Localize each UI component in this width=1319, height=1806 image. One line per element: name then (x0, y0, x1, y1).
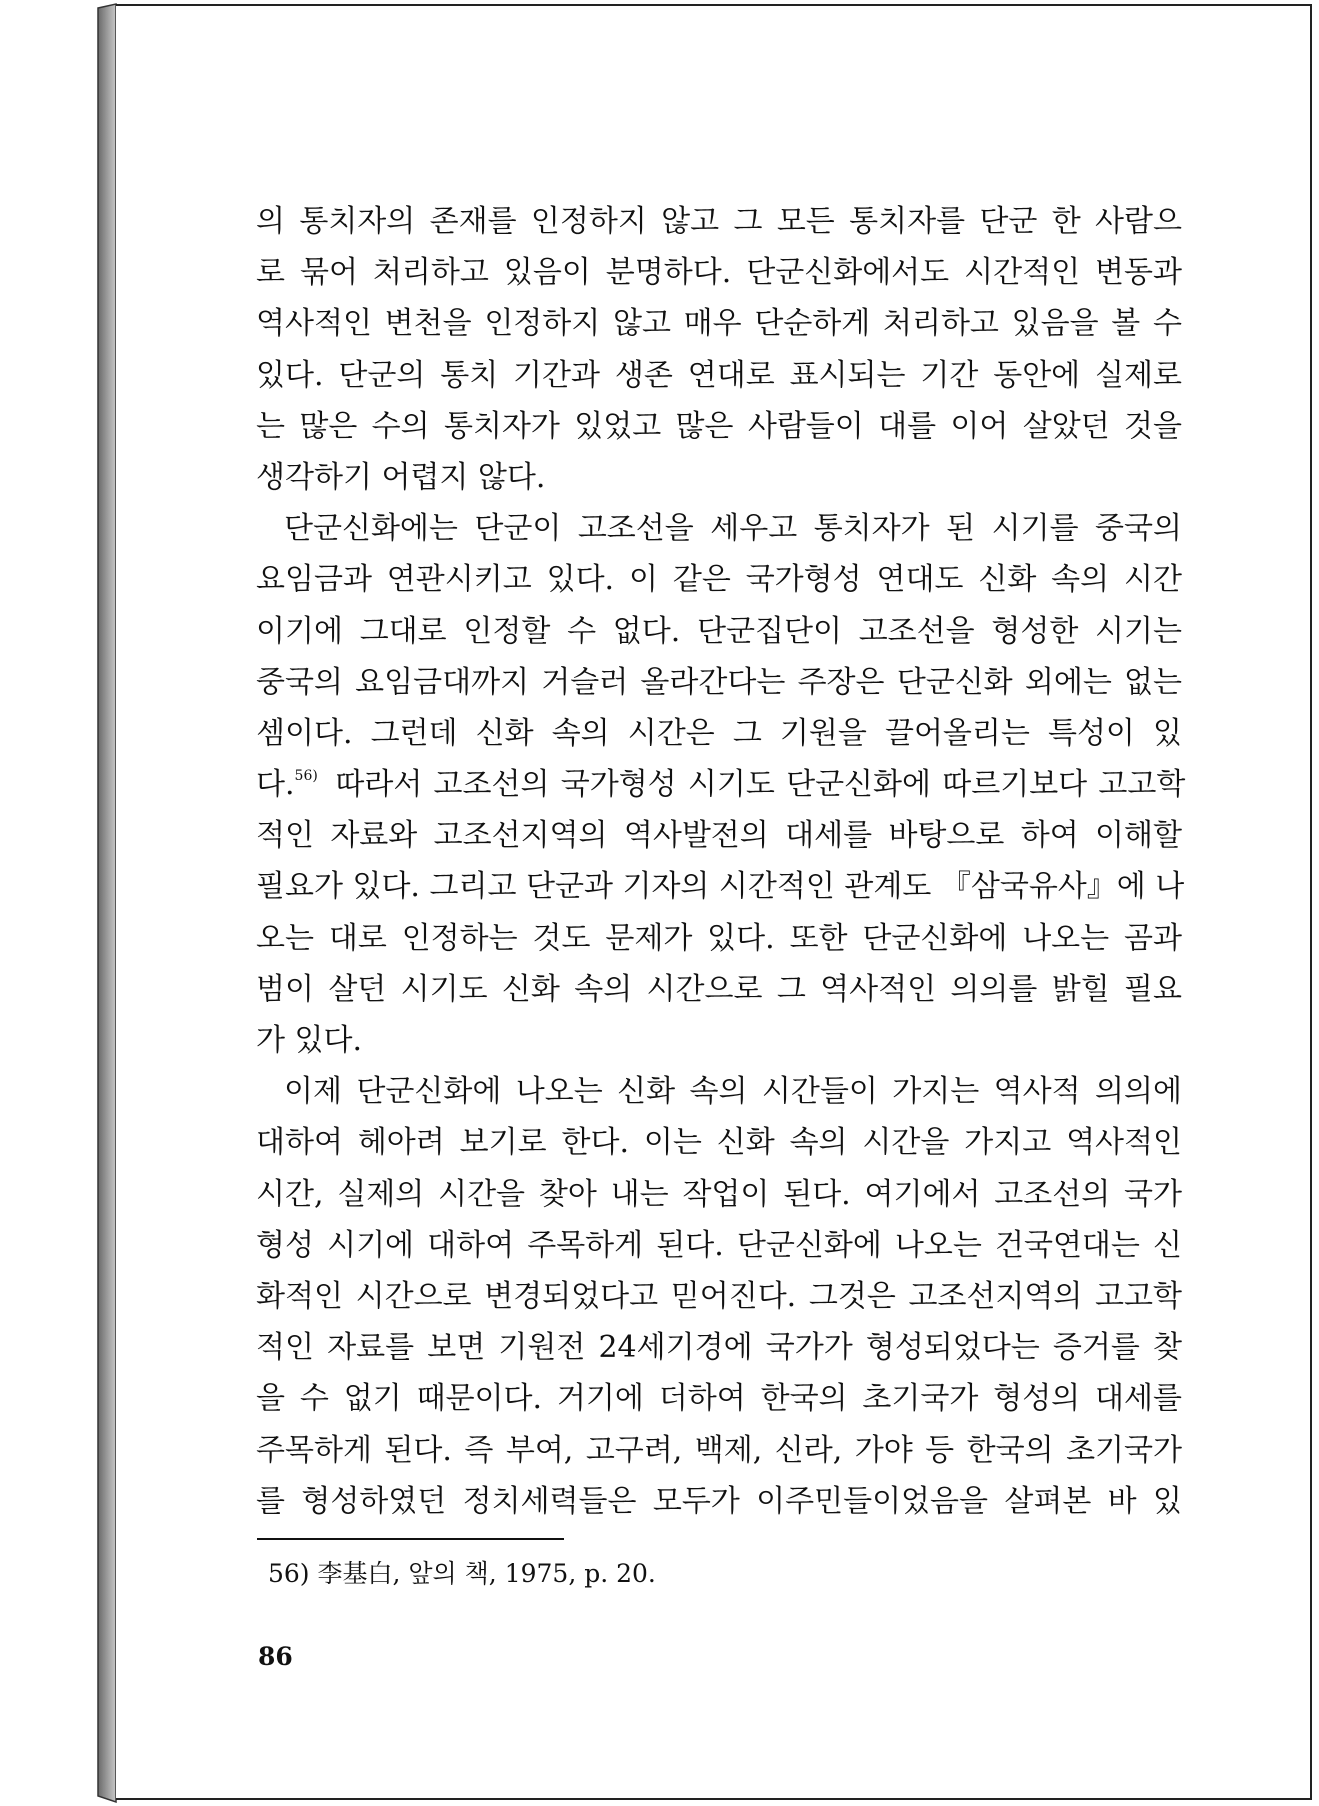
text-line: 셈이다. 그런데 신화 속의 시간은 그 기원을 끌어올리는 특성이 있 (256, 715, 1182, 751)
footnote-reference: 56) (294, 768, 318, 785)
text-line: 형성 시기에 대하여 주목하게 된다. 단군신화에 나오는 건국연대는 신 (256, 1227, 1182, 1263)
body-text (256, 196, 1186, 1527)
footnote: 56) 李基白, 앞의 책, 1975, p. 20. (268, 1559, 656, 1588)
page-number: 86 (258, 1642, 293, 1671)
text-line: 이기에 그대로 인정할 수 없다. 단군집단이 고조선을 형성한 시기는 (256, 613, 1182, 649)
text-line: 화적인 시간으로 변경되었다고 믿어진다. 그것은 고조선지역의 고고학 (256, 1278, 1182, 1314)
text-line: 가 있다. (256, 1023, 363, 1058)
text-line: 을 수 없기 때문이다. 거기에 더하여 한국의 초기국가 형성의 대세를 (256, 1381, 1182, 1417)
text-line: 중국의 요임금대까지 거슬러 올라간다는 주장은 단군신화 외에는 없는 (256, 664, 1183, 700)
text-line: 는 많은 수의 통치자가 있었고 많은 사람들이 대를 이어 살았던 것을 (256, 408, 1182, 444)
text-line: 단군신화에는 단군이 고조선을 세우고 통치자가 된 시기를 중국의 (284, 511, 1182, 547)
text-line-with-footnote (256, 759, 1186, 810)
text-line: 요임금과 연관시키고 있다. 이 같은 국가형성 연대도 신화 속의 시간 (256, 562, 1182, 598)
text-fragment: 다. (256, 767, 295, 803)
text-line: 이제 단군신화에 나오는 신화 속의 시간들이 가지는 역사적 의의에 (284, 1074, 1182, 1110)
text-line: 오는 대로 인정하는 것도 문제가 있다. 또한 단군신화에 나오는 곰과 (256, 920, 1182, 956)
footnote-divider (257, 1538, 564, 1540)
text-fragment: 따라서 고조선의 국가형성 시기도 단군신화에 따르기보다 고고학 (335, 767, 1186, 803)
text-line: 의 통치자의 존재를 인정하지 않고 그 모든 통치자를 단군 한 사람으 (256, 204, 1182, 239)
text-line: 적인 자료와 고조선지역의 역사발전의 대세를 바탕으로 하여 이해할 (256, 818, 1182, 854)
text-line: 역사적인 변천을 인정하지 않고 매우 단순하게 처리하고 있음을 볼 수 (256, 306, 1182, 342)
text-line: 적인 자료를 보면 기원전 24세기경에 국가가 형성되었다는 증거를 찾 (256, 1330, 1182, 1366)
text-line: 주목하게 된다. 즉 부여, 고구려, 백제, 신라, 가야 등 한국의 초기국가 (256, 1432, 1182, 1468)
text-line: 필요가 있다. 그리고 단군과 기자의 시간적인 관계도 『삼국유사』에 나 (256, 869, 1185, 905)
text-line: 대하여 헤아려 보기로 한다. 이는 신화 속의 시간을 가지고 역사적인 (256, 1125, 1182, 1161)
text-line: 를 형성하였던 정치세력들은 모두가 이주민들이었음을 살펴본 바 있 (256, 1483, 1182, 1519)
text-line: 로 묶어 처리하고 있음이 분명하다. 단군신화에서도 시간적인 변동과 (256, 255, 1182, 291)
text-line: 범이 살던 시기도 신화 속의 시간으로 그 역사적인 의의를 밝힐 필요 (256, 971, 1182, 1007)
text-line: 있다. 단군의 통치 기간과 생존 연대로 표시되는 기간 동안에 실제로 (256, 357, 1182, 393)
text-line: 시간, 실제의 시간을 찾아 내는 작업이 된다. 여기에서 고조선의 국가 (256, 1176, 1182, 1212)
text-line: 생각하기 어렵지 않다. (256, 459, 546, 495)
